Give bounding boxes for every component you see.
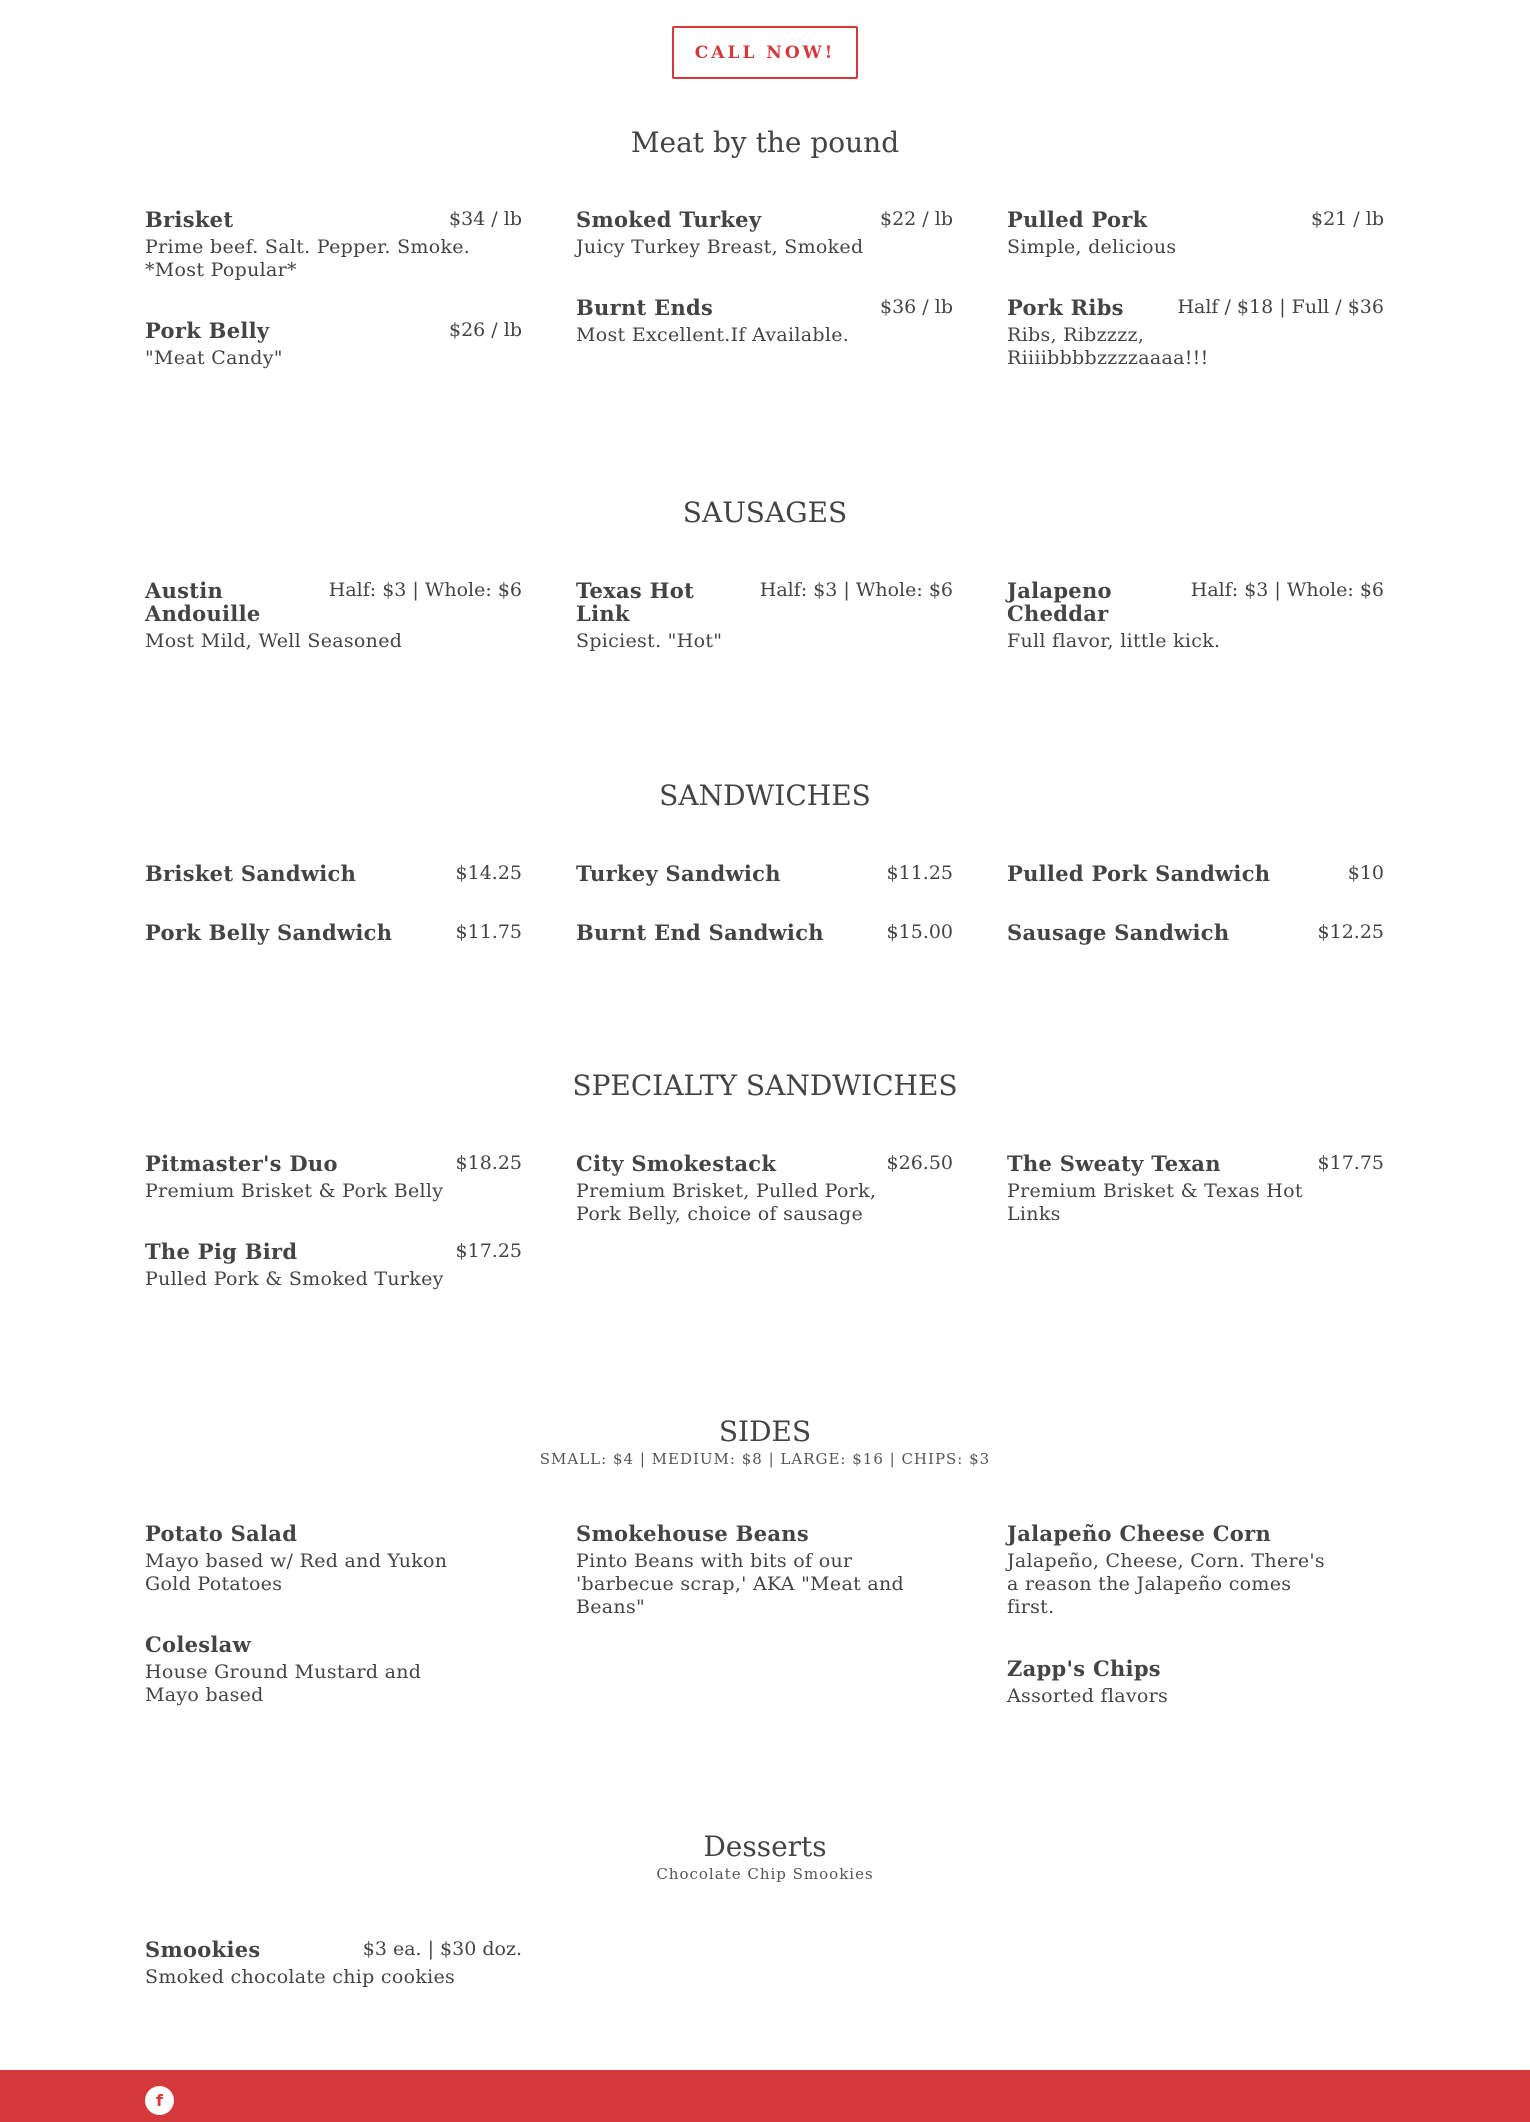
call-now-button[interactable]: CALL NOW! (672, 26, 858, 79)
section-specialty (145, 1069, 1385, 1102)
item-name: Pitmaster's Duo (145, 1151, 338, 1176)
menu-item-smokehouse-beans (576, 1522, 953, 1619)
item-price: $10 (1347, 862, 1384, 884)
section-sausages (145, 496, 1385, 529)
item-price: $17.25 (455, 1240, 522, 1262)
item-price: $17.75 (1317, 1152, 1384, 1174)
item-name: Smokehouse Beans (576, 1521, 809, 1546)
item-description: Jalapeño, Cheese, Corn. There's a reason the Jalapeño comes first. (1007, 1550, 1325, 1618)
item-price: $22 / lb (880, 208, 953, 230)
item-description: "Meat Candy" (145, 347, 283, 369)
item-name: Turkey Sandwich (576, 861, 781, 886)
item-name: Burnt End Sandwich (576, 920, 824, 945)
footer (0, 2070, 1530, 2122)
cta-wrapper (0, 26, 1530, 79)
item-price: $15.00 (886, 921, 953, 943)
item-price: Half: $3 | Whole: $6 (759, 579, 953, 601)
item-description: Most Mild, Well Seasoned (145, 630, 403, 652)
menu-item-potato-salad (145, 1522, 522, 1596)
section-title-sandwiches: SANDWICHES (659, 779, 871, 812)
item-name: Coleslaw (145, 1632, 251, 1657)
item-price: $11.25 (886, 862, 953, 884)
item-description: Premium Brisket & Texas Hot Links (1007, 1180, 1303, 1225)
item-description: Pulled Pork & Smoked Turkey (145, 1268, 444, 1290)
item-description: Premium Brisket & Pork Belly (145, 1180, 444, 1202)
menu-item-pulled-pork-sandwich (1007, 862, 1384, 885)
menu-item-texas-hot-link (576, 579, 953, 653)
item-description: Simple, delicious (1007, 236, 1177, 258)
section-meat (145, 126, 1385, 159)
menu-item-pulled-pork (1007, 208, 1384, 259)
item-name: Pulled Pork Sandwich (1007, 861, 1271, 886)
section-title-meat: Meat by the pound (630, 126, 900, 159)
item-price: $21 / lb (1311, 208, 1384, 230)
item-name: Potato Salad (145, 1521, 298, 1546)
section-title-sides: SIDES (718, 1415, 812, 1448)
item-price: $36 / lb (880, 296, 953, 318)
item-price: $34 / lb (449, 208, 522, 230)
item-name: Zapp's Chips (1007, 1656, 1161, 1681)
section-title-specialty: SPECIALTY SANDWICHES (572, 1069, 958, 1102)
item-description: Juicy Turkey Breast, Smoked (576, 236, 864, 258)
item-price: Half: $3 | Whole: $6 (1190, 579, 1384, 601)
section-title-desserts: Desserts (703, 1830, 827, 1863)
menu-item-pork-belly-sandwich (145, 921, 522, 944)
menu-item-brisket-sandwich (145, 862, 522, 885)
item-price: $3 ea. | $30 doz. (362, 1938, 522, 1960)
menu-item-pork-belly (145, 319, 522, 370)
item-name: Pork Ribs (1007, 295, 1124, 320)
menu-item-jalapeno-cheddar (1007, 579, 1384, 653)
sides-price-list: SMALL: $4 | MEDIUM: $8 | LARGE: $16 | CHIPS: $3 (539, 1450, 991, 1468)
item-price: $18.25 (455, 1152, 522, 1174)
menu-item-sausage-sandwich (1007, 921, 1384, 944)
menu-item-pork-ribs (1007, 296, 1384, 370)
menu-item-burnt-end-sandwich (576, 921, 953, 944)
item-description: Smoked chocolate chip cookies (145, 1966, 456, 1988)
item-name: Smoked Turkey (576, 207, 762, 232)
item-name: Austin Andouille (145, 578, 261, 626)
menu-item-coleslaw (145, 1633, 522, 1707)
item-name: Pulled Pork (1007, 207, 1148, 232)
facebook-icon[interactable]: f (145, 2086, 174, 2115)
menu-item-the-pig-bird (145, 1240, 522, 1291)
item-description: Most Excellent.If Available. (576, 324, 850, 346)
item-description: Full flavor, little kick. (1007, 630, 1221, 652)
item-name: The Pig Bird (145, 1239, 298, 1264)
menu-item-zapps-chips (1007, 1657, 1384, 1708)
item-name: Sausage Sandwich (1007, 920, 1230, 945)
item-name: Burnt Ends (576, 295, 714, 320)
item-price: $11.75 (455, 921, 522, 943)
item-name: The Sweaty Texan (1007, 1151, 1221, 1176)
item-description: Spiciest. "Hot" (576, 630, 723, 652)
menu-item-the-sweaty-texan (1007, 1152, 1384, 1226)
item-description: House Ground Mustard and Mayo based (145, 1661, 422, 1706)
item-price: $14.25 (455, 862, 522, 884)
item-price: Half / $18 | Full / $36 (1177, 296, 1384, 318)
item-name: Brisket Sandwich (145, 861, 357, 886)
item-name: Jalapeño Cheese Corn (1007, 1521, 1272, 1546)
item-price: $26 / lb (449, 319, 522, 341)
section-desserts (145, 1830, 1385, 1883)
item-name: Pork Belly (145, 318, 270, 343)
item-price: $12.25 (1317, 921, 1384, 943)
menu-item-jalapeno-cheese-corn (1007, 1522, 1384, 1619)
item-description: Ribs, Ribzzzz, Riiiibbbbzzzzaaaa!!! (1007, 324, 1209, 369)
menu-item-turkey-sandwich (576, 862, 953, 885)
item-description: Mayo based w/ Red and Yukon Gold Potatoes (145, 1550, 448, 1595)
item-name: Pork Belly Sandwich (145, 920, 393, 945)
item-name: Smookies (145, 1937, 261, 1962)
section-sandwiches (145, 779, 1385, 812)
menu-item-smoked-turkey (576, 208, 953, 259)
item-name: Jalapeno Cheddar (1007, 578, 1112, 626)
menu-item-pitmasters-duo (145, 1152, 522, 1203)
menu-item-smookies (145, 1938, 522, 1989)
item-description: Premium Brisket, Pulled Pork, Pork Belly, choice of sausage (576, 1180, 877, 1225)
item-price: Half: $3 | Whole: $6 (328, 579, 522, 601)
item-name: Brisket (145, 207, 234, 232)
section-sides (145, 1415, 1385, 1468)
section-title-sausages: SAUSAGES (682, 496, 848, 529)
item-name: City Smokestack (576, 1151, 777, 1176)
item-description: Pinto Beans with bits of our 'barbecue scrap,' AKA "Meat and Beans" (576, 1550, 905, 1618)
item-description: Assorted flavors (1007, 1685, 1169, 1707)
menu-item-city-smokestack (576, 1152, 953, 1226)
menu-item-austin-andouille (145, 579, 522, 653)
desserts-subtitle: Chocolate Chip Smookies (656, 1865, 874, 1883)
item-name: Texas Hot Link (576, 578, 695, 626)
item-price: $26.50 (886, 1152, 953, 1174)
menu-item-burnt-ends (576, 296, 953, 347)
menu-item-brisket (145, 208, 522, 282)
item-description: Prime beef. Salt. Pepper. Smoke. *Most Popular* (145, 236, 471, 281)
